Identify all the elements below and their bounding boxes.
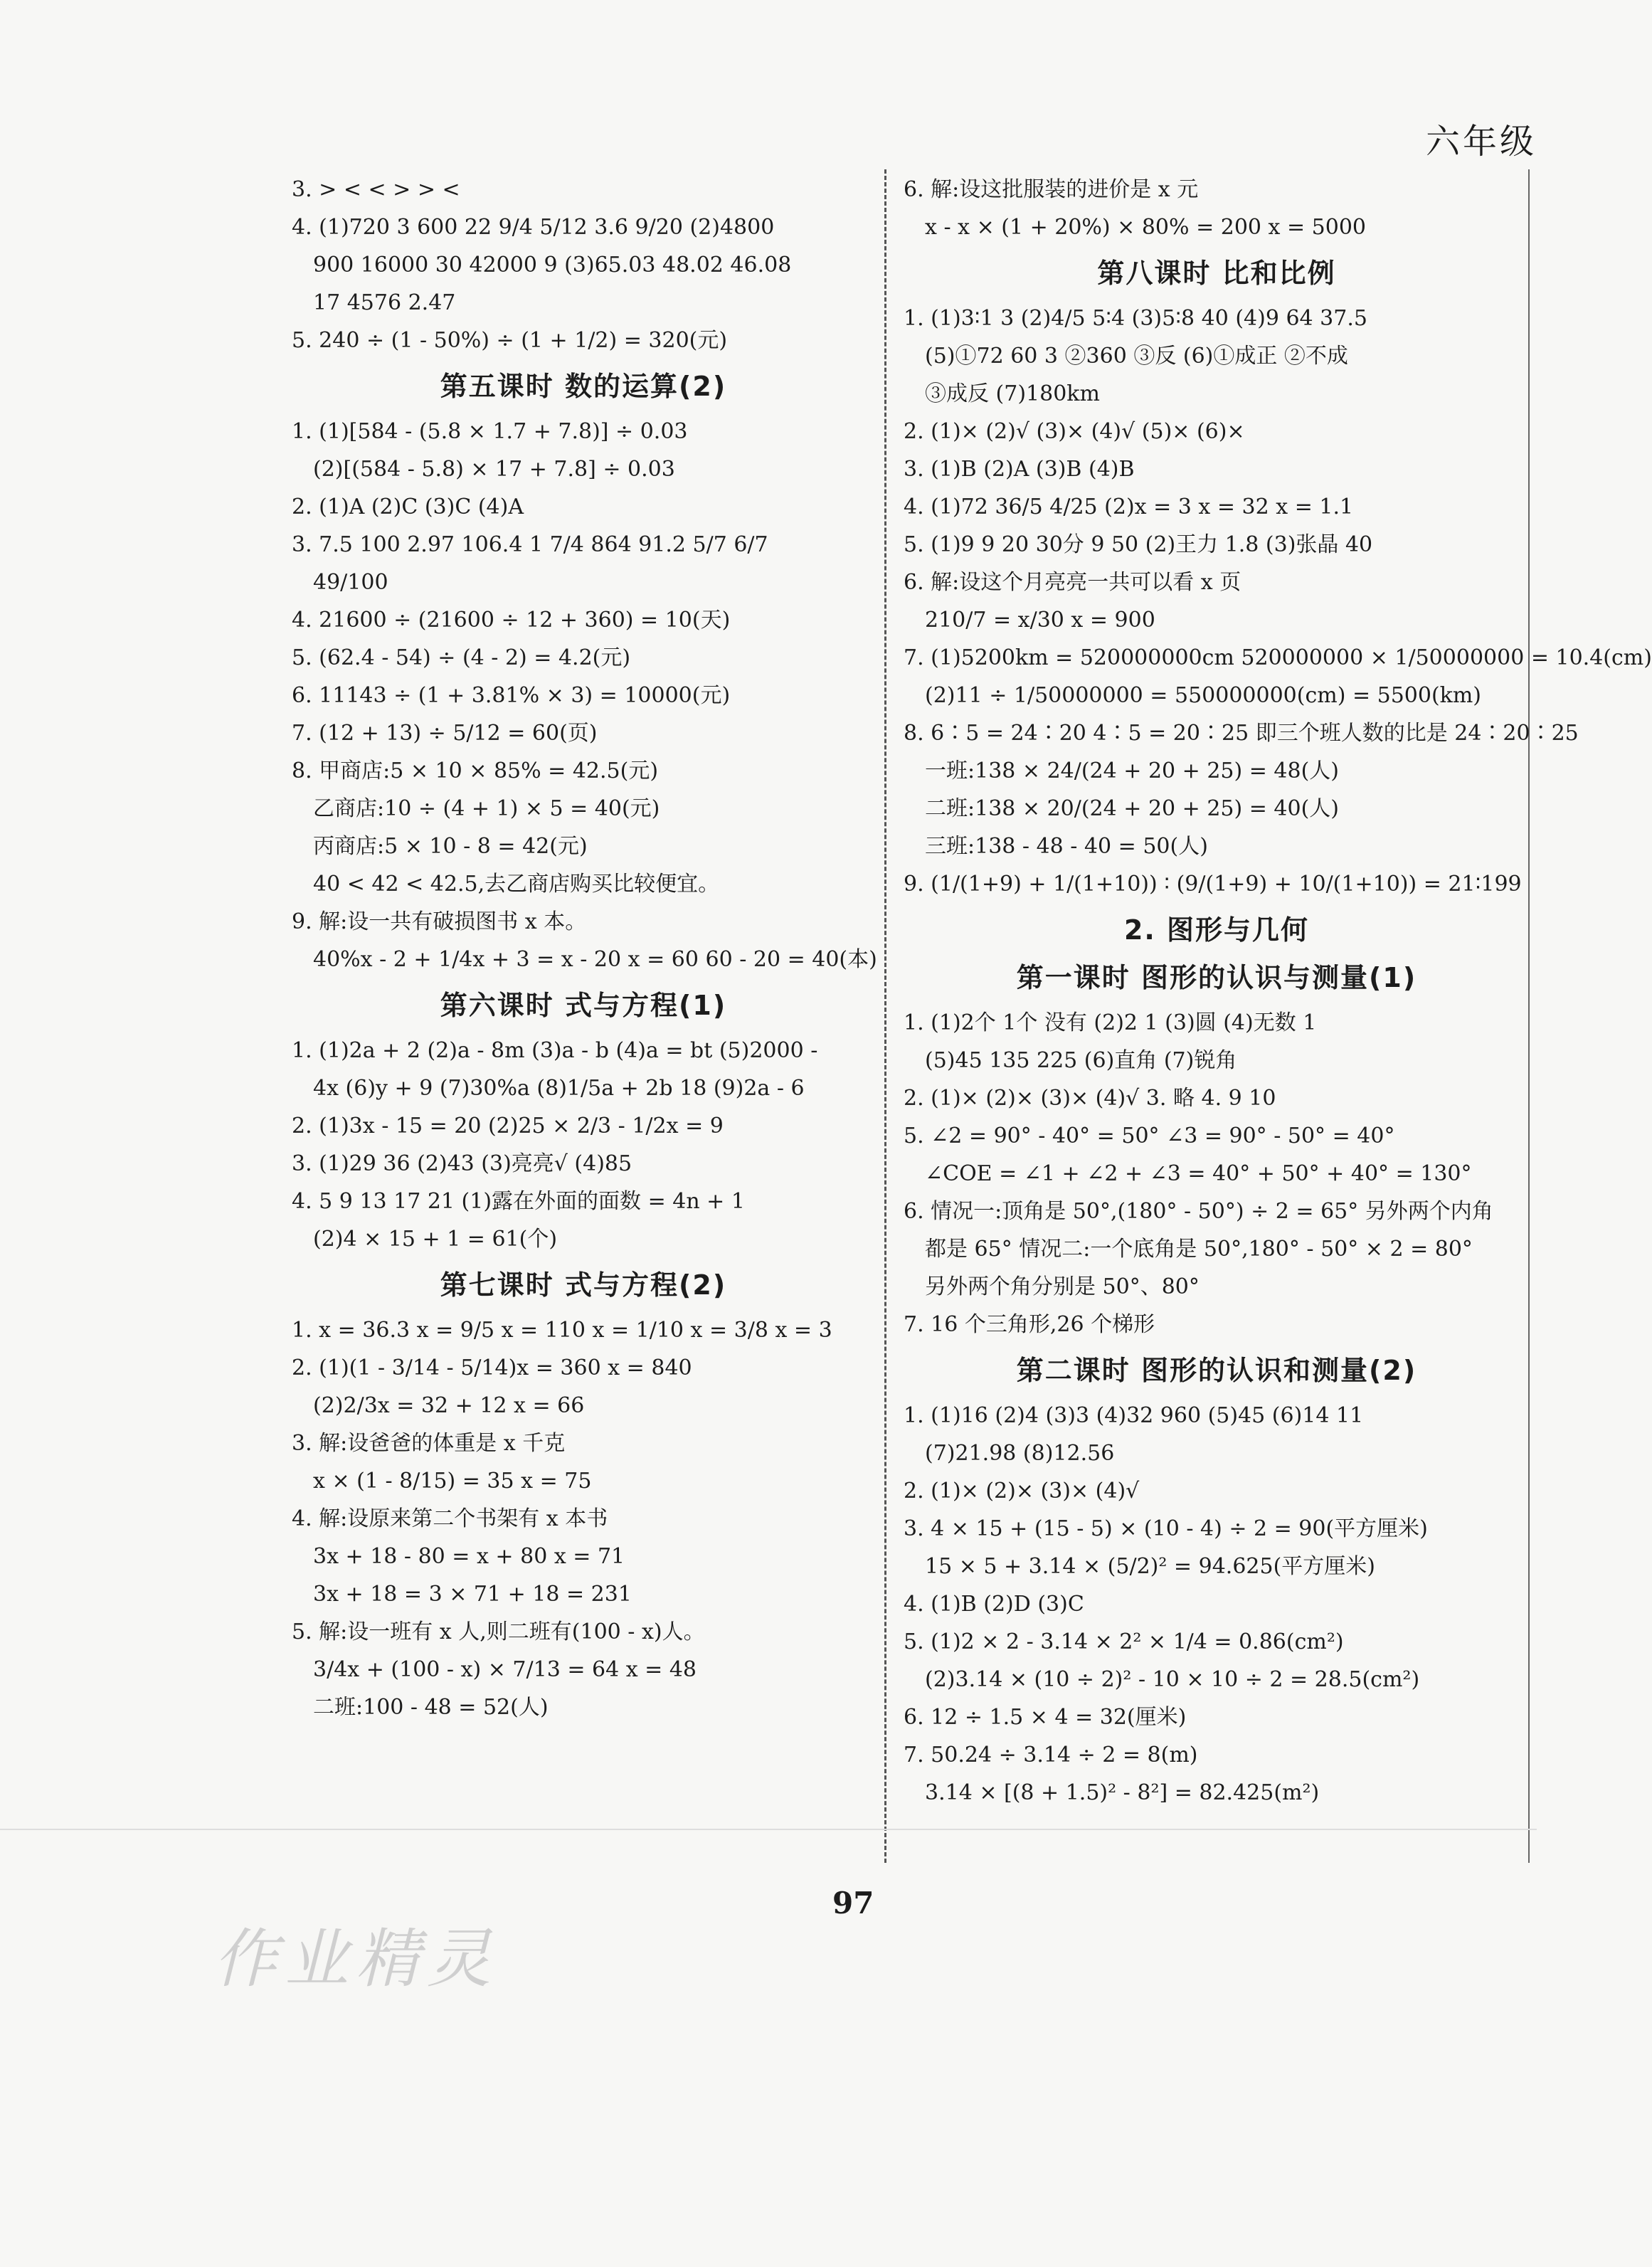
answer-line: 4. (1)B (2)D (3)C (904, 1592, 1084, 1617)
answer-line: 900 16000 30 42000 9 (3)65.03 48.02 46.08 (313, 253, 792, 278)
answer-line: 3/4x + (100 - x) × 7/13 = 64 x = 48 (313, 1657, 697, 1682)
answer-line: 3x + 18 = 3 × 71 + 18 = 231 (313, 1582, 632, 1607)
answer-line: 1. (1)2个 1个 没有 (2)2 1 (3)圆 (4)无数 1 (904, 1010, 1317, 1035)
answer-line: 5. (62.4 - 54) ÷ (4 - 2) = 4.2(元) (292, 645, 631, 670)
answer-line: 7. 50.24 ÷ 3.14 ÷ 2 = 8(m) (904, 1743, 1198, 1767)
answer-line: (2)2/3x = 32 + 12 x = 66 (313, 1393, 585, 1418)
answer-line: 3. (1)B (2)A (3)B (4)B (904, 457, 1135, 482)
answer-line: 二班:138 × 20/(24 + 20 + 25) = 40(人) (925, 796, 1339, 821)
answer-line: 210/7 = x/30 x = 900 (925, 608, 1155, 633)
answer-line: ③成反 (7)180km (925, 381, 1100, 406)
answer-line: 6. 情况一:顶角是 50°,(180° - 50°) ÷ 2 = 65° 另外两个内角 (904, 1199, 1493, 1224)
answer-line: 3. > < < > > < (292, 177, 460, 202)
answer-line: 5. ∠2 = 90° - 40° = 50° ∠3 = 90° - 50° = 40° (904, 1124, 1395, 1148)
answer-line: 49/100 (313, 570, 388, 595)
answer-line: 40 < 42 < 42.5,去乙商店购买比较便宜。 (313, 872, 720, 897)
answer-line: 5. 解:设一班有 x 人,则二班有(100 - x)人。 (292, 1619, 705, 1644)
answer-line: 4x (6)y + 9 (7)30%a (8)1/5a + 2b 18 (9)2a - 6 (313, 1076, 805, 1101)
answer-line: (2)11 ÷ 1/50000000 = 550000000(cm) = 5500(km) (925, 683, 1482, 708)
answer-line: ∠COE = ∠1 + ∠2 + ∠3 = 40° + 50° + 40° = 130° (925, 1161, 1472, 1186)
answer-line: 3. 解:设爸爸的体重是 x 千克 (292, 1431, 566, 1456)
section-heading: 第七课时 式与方程(2) (440, 1269, 727, 1301)
answer-line: 7. (12 + 13) ÷ 5/12 = 60(页) (292, 721, 598, 746)
answer-line: 8. 6∶5 = 24∶20 4∶5 = 20∶25 即三个班人数的比是 24∶20∶25 (904, 721, 1579, 746)
page-number: 97 (832, 1886, 874, 1920)
answer-line: (5)45 135 225 (6)直角 (7)锐角 (925, 1048, 1237, 1073)
answer-line: 4. 解:设原来第二个书架有 x 本书 (292, 1506, 608, 1531)
answer-line: 6. 12 ÷ 1.5 × 4 = 32(厘米) (904, 1705, 1187, 1730)
left-column (292, 171, 875, 1726)
answer-line: 1. (1)[584 - (5.8 × 1.7 + 7.8)] ÷ 0.03 (292, 419, 688, 444)
answer-line: 3. 7.5 100 2.97 106.4 1 7/4 864 91.2 5/7 6/7 (292, 532, 768, 557)
answer-line: (2)[(584 - 5.8) × 17 + 7.8] ÷ 0.03 (313, 457, 675, 482)
answer-line: 4. 21600 ÷ (21600 ÷ 12 + 360) = 10(天) (292, 608, 731, 633)
section-heading: 第八课时 比和比例 (1097, 258, 1336, 289)
answer-line: x × (1 - 8/15) = 35 x = 75 (313, 1469, 592, 1494)
answer-line: 9. 解:设一共有破损图书 x 本。 (292, 909, 587, 934)
answer-line: (7)21.98 (8)12.56 (925, 1441, 1115, 1466)
answer-line: 乙商店:10 ÷ (4 + 1) × 5 = 40(元) (313, 796, 660, 821)
answer-line: 6. 解:设这批服装的进价是 x 元 (904, 177, 1199, 202)
answer-line: 三班:138 - 48 - 40 = 50(人) (925, 834, 1208, 859)
answer-line: 3. (1)29 36 (2)43 (3)亮亮√ (4)85 (292, 1151, 632, 1176)
answer-line: 2. (1)A (2)C (3)C (4)A (292, 495, 524, 519)
section-heading: 第五课时 数的运算(2) (440, 371, 727, 402)
answer-line: 二班:100 - 48 = 52(人) (313, 1695, 549, 1720)
grade-label: 六年级 (1425, 122, 1537, 162)
answer-line: 7. 16 个三角形,26 个梯形 (904, 1312, 1155, 1337)
column-divider (884, 169, 886, 1863)
answer-line: 5. 240 ÷ (1 - 50%) ÷ (1 + 1/2) = 320(元) (292, 328, 728, 353)
answer-line: 1. (1)3∶1 3 (2)4/5 5∶4 (3)5∶8 40 (4)9 64 37.5 (904, 306, 1367, 331)
answer-line: 3x + 18 - 80 = x + 80 x = 71 (313, 1544, 625, 1569)
answer-line: 15 × 5 + 3.14 × (5/2)² = 94.625(平方厘米) (925, 1554, 1375, 1579)
answer-line: 4. (1)720 3 600 22 9/4 5/12 3.6 9/20 (2)4800 (292, 215, 775, 240)
bottom-rule (0, 1829, 1537, 1830)
answer-line: 1. (1)2a + 2 (2)a - 8m (3)a - b (4)a = bt (5)2000 - (292, 1038, 818, 1063)
answer-line: 一班:138 × 24/(24 + 20 + 25) = 48(人) (925, 759, 1339, 783)
answer-line: 都是 65° 情况二:一个底角是 50°,180° - 50° × 2 = 80° (925, 1237, 1473, 1262)
right-column (904, 171, 1652, 1812)
answer-line: (2)4 × 15 + 1 = 61(个) (313, 1227, 558, 1252)
answer-line: 5. (1)2 × 2 - 3.14 × 2² × 1/4 = 0.86(cm²) (904, 1629, 1344, 1654)
answer-line: 7. (1)5200km = 520000000cm 520000000 × 1/50000000 = 10.4(cm) (904, 645, 1652, 670)
section-heading: 2. 图形与几何 (1123, 914, 1310, 946)
watermark: 作业精灵 (213, 1922, 498, 1997)
answer-line: 2. (1)× (2)× (3)× (4)√ (904, 1479, 1140, 1504)
answer-line: 17 4576 2.47 (313, 290, 456, 315)
answer-line: 2. (1)× (2)√ (3)× (4)√ (5)× (6)× (904, 419, 1245, 444)
answer-line: x - x × (1 + 20%) × 80% = 200 x = 5000 (925, 215, 1367, 240)
answer-line: 2. (1)(1 - 3/14 - 5/14)x = 360 x = 840 (292, 1356, 692, 1380)
section-heading: 第一课时 图形的认识与测量(1) (1016, 962, 1417, 993)
answer-line: 3. 4 × 15 + (15 - 5) × (10 - 4) ÷ 2 = 90(平方厘米) (904, 1516, 1428, 1541)
answer-line: (2)3.14 × (10 ÷ 2)² - 10 × 10 ÷ 2 = 28.5(cm²) (925, 1667, 1420, 1692)
answer-line: 4. (1)72 36/5 4/25 (2)x = 3 x = 32 x = 1.1 (904, 495, 1354, 519)
section-heading: 第二课时 图形的认识和测量(2) (1016, 1355, 1417, 1386)
answer-line: (5)①72 60 3 ②360 ③反 (6)①成正 ②不成 (925, 344, 1348, 369)
answer-line: 40%x - 2 + 1/4x + 3 = x - 20 x = 60 60 - 20 = 40(本) (313, 947, 877, 972)
answer-line: 1. (1)16 (2)4 (3)3 (4)32 960 (5)45 (6)14 11 (904, 1403, 1364, 1428)
answer-line: 6. 解:设这个月亮亮一共可以看 x 页 (904, 570, 1241, 595)
section-heading: 第六课时 式与方程(1) (440, 990, 727, 1021)
answer-line: 2. (1)3x - 15 = 20 (2)25 × 2/3 - 1/2x = 9 (292, 1114, 724, 1138)
answer-line: 6. 11143 ÷ (1 + 3.81% × 3) = 10000(元) (292, 683, 731, 708)
answer-line: 丙商店:5 × 10 - 8 = 42(元) (313, 834, 588, 859)
answer-line: 9. (1/(1+9) + 1/(1+10)) ∶ (9/(1+9) + 10/(1+10)) = 21∶199 (904, 872, 1522, 897)
answer-line: 4. 5 9 13 17 21 (1)露在外面的面数 = 4n + 1 (292, 1189, 745, 1214)
answer-line: 8. 甲商店:5 × 10 × 85% = 42.5(元) (292, 759, 659, 783)
answer-line: 2. (1)× (2)× (3)× (4)√ 3. 略 4. 9 10 (904, 1086, 1276, 1111)
answer-line: 1. x = 36.3 x = 9/5 x = 110 x = 1/10 x = 3/8 x = 3 (292, 1318, 832, 1343)
answer-line: 3.14 × [(8 + 1.5)² - 8²] = 82.425(m²) (925, 1780, 1320, 1805)
answer-line: 5. (1)9 9 20 30分 9 50 (2)王力 1.8 (3)张晶 40 (904, 532, 1373, 557)
answer-line: 另外两个角分别是 50°、80° (925, 1274, 1200, 1299)
